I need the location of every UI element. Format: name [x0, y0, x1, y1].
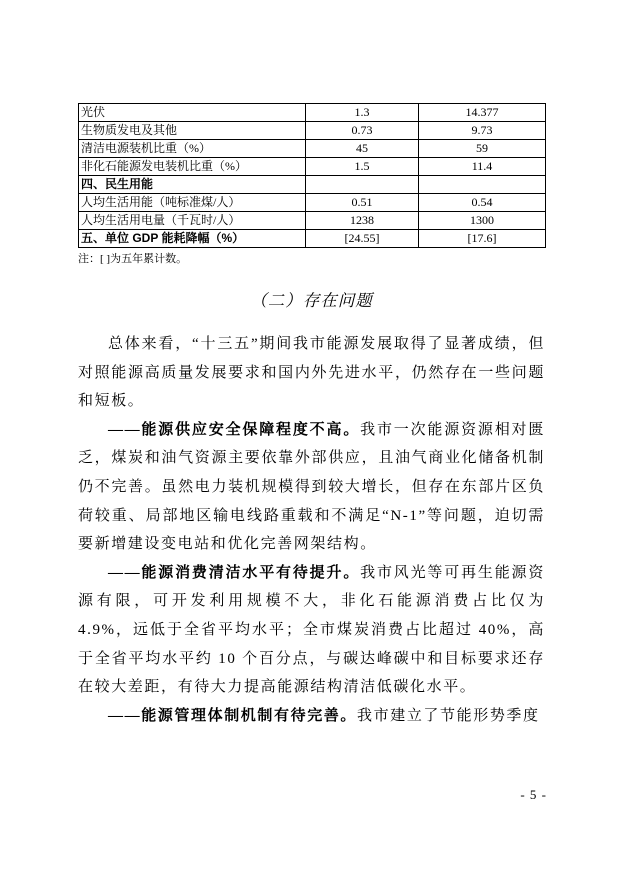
page-number: - 5 - — [520, 787, 547, 802]
paragraph-body: 总体来看，“十三五”期间我市能源发展取得了显著成绩，但对照能源高质量发展要求和国内外先进水平，仍然存在一些问题和短板。 — [78, 336, 545, 410]
cell-value — [306, 176, 419, 194]
cell-value: 0.73 — [306, 122, 419, 140]
cell-value: 1300 — [419, 212, 546, 230]
table-row — [79, 140, 546, 158]
table-row — [79, 122, 546, 140]
table-row — [79, 212, 546, 230]
table-row-category — [79, 230, 546, 248]
energy-indicators-table — [78, 103, 546, 248]
cell-value: 9.73 — [419, 122, 546, 140]
paragraph-body: 我市一次能源资源相对匮乏，煤炭和油气资源主要依靠外部供应，且油气商业化储备机制仍不完善。虽然电力装机规模得到较大增长，但存在东部片区负荷较重、局部地区输电线路重载和不满足“N-1”等问题，迫切需要新增建设变电站和优化完善网架结构。 — [78, 421, 545, 553]
cell-value: 14.377 — [419, 104, 546, 122]
row-label: 四、民生用能 — [79, 176, 306, 194]
cell-value: 59 — [419, 140, 546, 158]
table-row — [79, 158, 546, 176]
table-row — [79, 104, 546, 122]
paragraph-lead: ——能源管理体制机制有待完善。 — [108, 707, 358, 724]
paragraph — [78, 330, 545, 416]
row-label: 生物质发电及其他 — [79, 122, 306, 140]
cell-value: 45 — [306, 140, 419, 158]
row-label: 清洁电源装机比重（%） — [79, 140, 306, 158]
cell-value — [419, 176, 546, 194]
row-label: 非化石能源发电装机比重（%） — [79, 158, 306, 176]
row-label: 人均生活用能（吨标准煤/人） — [79, 194, 306, 212]
paragraph-body: 我市风光等可再生能源资源有限，可开发利用规模不大，非化石能源消费占比仅为 4.9%，远低于全省平均水平；全市煤炭消费占比超过 40%，高于全省平均水平约 10 个百分点，与碳达峰碳中和目标要求还存在较大差距，有待大力提高能源结构清洁低碳化水平。 — [78, 564, 545, 696]
row-label: 五、单位 GDP 能耗降幅（%） — [79, 230, 306, 248]
body-text — [78, 330, 545, 730]
paragraph-lead: ——能源消费清洁水平有待提升。 — [108, 564, 361, 581]
paragraph-lead: ——能源供应安全保障程度不高。 — [108, 421, 361, 438]
paragraph — [78, 702, 545, 731]
cell-value: 1.3 — [306, 104, 419, 122]
cell-value: 1.5 — [306, 158, 419, 176]
table-footnote: 注：[ ]为五年累计数。 — [78, 253, 188, 265]
cell-value: [17.6] — [419, 230, 546, 248]
table-row-category — [79, 176, 546, 194]
cell-value: 0.51 — [306, 194, 419, 212]
cell-value: [24.55] — [306, 230, 419, 248]
paragraph-body: 我市建立了节能形势季度 — [357, 707, 540, 724]
row-label: 人均生活用电量（千瓦时/人） — [79, 212, 306, 230]
paragraph — [78, 559, 545, 702]
table-row — [79, 194, 546, 212]
paragraph — [78, 416, 545, 559]
cell-value: 0.54 — [419, 194, 546, 212]
section-heading: （二）存在问题 — [250, 291, 373, 310]
cell-value: 1238 — [306, 212, 419, 230]
cell-value: 11.4 — [419, 158, 546, 176]
row-label: 光伏 — [79, 104, 306, 122]
